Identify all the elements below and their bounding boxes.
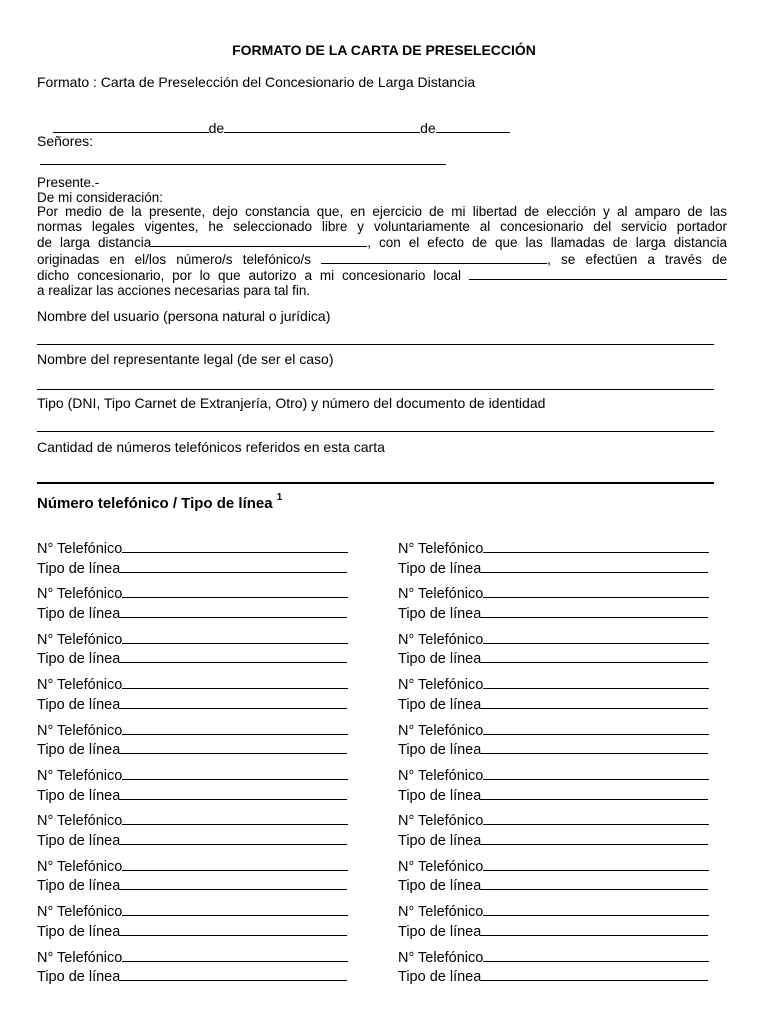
- phone-number-entry-blank[interactable]: [122, 720, 348, 735]
- representante-blank[interactable]: [37, 389, 714, 390]
- phone-number-entry-blank[interactable]: [483, 765, 709, 780]
- line-type-entry-blank[interactable]: [120, 875, 347, 890]
- phone-number-entry-label: N° Telefónico: [37, 949, 123, 966]
- line-type-entry-blank[interactable]: [481, 558, 708, 573]
- line-type-entry: [37, 966, 347, 985]
- phone-number-entry-label: N° Telefónico: [398, 813, 484, 830]
- cantidad-label: Cantidad de números telefónicos referidos en esta carta: [37, 439, 385, 455]
- phone-number-entry-label: N° Telefónico: [37, 677, 123, 694]
- phone-number-entry: [398, 901, 709, 920]
- line-type-entry-label: Tipo de línea: [398, 742, 482, 759]
- phone-number-entry: [37, 583, 348, 602]
- phone-number-entry-label: N° Telefónico: [398, 677, 484, 694]
- line-type-entry-label: Tipo de línea: [37, 742, 121, 759]
- line-type-entry-blank[interactable]: [481, 830, 708, 845]
- line-type-entry-blank[interactable]: [481, 785, 708, 800]
- line-type-entry-blank[interactable]: [120, 694, 347, 709]
- line-type-entry: [37, 694, 347, 713]
- phone-number-entry: [37, 629, 348, 648]
- phone-number-entry: [398, 674, 709, 693]
- line-type-entry: [398, 966, 708, 985]
- body-line-4: originadas en el/los número/s telefónico/s , se efectúen a través de: [37, 251, 727, 267]
- phone-number-entry: [398, 947, 709, 966]
- phone-number-entry: [398, 583, 709, 602]
- line-type-entry-label: Tipo de línea: [398, 605, 482, 622]
- line-type-entry-label: Tipo de línea: [37, 923, 121, 940]
- phone-number-entry-label: N° Telefónico: [398, 586, 484, 603]
- phone-number-entry: [37, 856, 348, 875]
- phone-number-entry-blank[interactable]: [483, 538, 709, 553]
- line-type-entry: [37, 830, 347, 849]
- phone-number-entry-blank[interactable]: [122, 810, 348, 825]
- line-type-entry-blank[interactable]: [481, 966, 708, 981]
- line-type-entry-label: Tipo de línea: [37, 969, 121, 986]
- documento-label: Tipo (DNI, Tipo Carnet de Extranjería, Otro) y número del documento de identidad: [37, 395, 546, 411]
- phone-number-entry: [37, 765, 348, 784]
- presente-text: Presente.-: [37, 175, 100, 190]
- date-de-2: de: [420, 120, 436, 136]
- phone-number-entry: [37, 901, 348, 920]
- cantidad-blank[interactable]: [37, 482, 714, 484]
- phone-number-entry: [37, 947, 348, 966]
- line-type-entry: [37, 921, 347, 940]
- line-type-entry: [398, 875, 708, 894]
- line-type-entry-blank[interactable]: [481, 694, 708, 709]
- usuario-blank[interactable]: [37, 344, 714, 345]
- phone-number-entry-label: N° Telefónico: [37, 631, 123, 648]
- phone-number-entry-label: N° Telefónico: [37, 722, 123, 739]
- phone-number-entry-blank[interactable]: [483, 856, 709, 871]
- phone-number-entry: [37, 538, 348, 557]
- body-line-1: Por medio de la presente, dejo constancia que, en ejercicio de mi libertad de elección y al amparo de las: [37, 204, 727, 219]
- line-type-entry-label: Tipo de línea: [37, 832, 121, 849]
- line-type-entry-label: Tipo de línea: [398, 832, 482, 849]
- date-line: [37, 104, 510, 152]
- line-type-entry-blank[interactable]: [481, 648, 708, 663]
- line-type-entry: [398, 785, 708, 804]
- phone-number-entry-blank[interactable]: [122, 856, 348, 871]
- line-type-entry: [398, 694, 708, 713]
- phone-number-entry-label: N° Telefónico: [398, 722, 484, 739]
- recipient-blank[interactable]: [40, 164, 446, 165]
- line-type-entry-blank[interactable]: [481, 739, 708, 754]
- line-type-entry: [398, 830, 708, 849]
- phone-number-entry: [398, 720, 709, 739]
- document-title: FORMATO DE LA CARTA DE PRESELECCIÓN: [232, 42, 536, 58]
- phone-number-entry: [37, 810, 348, 829]
- phone-number-entry: [398, 856, 709, 875]
- usuario-label: Nombre del usuario (persona natural o jurídica): [37, 308, 331, 324]
- phone-number-entry: [37, 720, 348, 739]
- line-type-entry: [398, 739, 708, 758]
- phone-number-entry-blank[interactable]: [483, 720, 709, 735]
- phone-number-entry: [398, 538, 709, 557]
- salutation: Señores:: [37, 133, 94, 149]
- phone-number-entry-label: N° Telefónico: [398, 949, 484, 966]
- line-type-entry-label: Tipo de línea: [398, 923, 482, 940]
- phone-number-entry-label: N° Telefónico: [398, 904, 484, 921]
- phone-number-entry-label: N° Telefónico: [37, 858, 123, 875]
- line-type-entry-blank[interactable]: [120, 966, 347, 981]
- phone-number-entry-blank[interactable]: [122, 583, 348, 598]
- phone-number-entry-blank[interactable]: [122, 629, 348, 644]
- representante-label: Nombre del representante legal (de ser el caso): [37, 351, 334, 367]
- phone-number-entry-label: N° Telefónico: [37, 586, 123, 603]
- phone-number-entry-label: N° Telefónico: [37, 904, 123, 921]
- numbers-blank[interactable]: [321, 251, 547, 264]
- line-type-entry-label: Tipo de línea: [398, 651, 482, 668]
- phone-number-entry-label: N° Telefónico: [37, 768, 123, 784]
- phone-number-entry-blank[interactable]: [122, 765, 348, 780]
- line-type-entry-label: Tipo de línea: [398, 787, 482, 804]
- line-type-entry-blank[interactable]: [120, 558, 347, 573]
- phone-number-entry-label: N° Telefónico: [398, 768, 484, 784]
- line-type-entry-label: Tipo de línea: [37, 651, 121, 668]
- date-de-1: de: [208, 120, 225, 136]
- body-line-2: normas legales vigentes, he seleccionado libre y voluntariamente al concesionario del servicio portador: [37, 218, 727, 234]
- line-type-entry-blank[interactable]: [120, 648, 347, 663]
- line-type-entry-label: Tipo de línea: [398, 560, 482, 577]
- body-line-3: de larga distancia , con el efecto de que las llamadas de larga distancia: [37, 235, 727, 250]
- line-type-entry-label: Tipo de línea: [398, 969, 482, 986]
- consideracion-text: De mi consideración:: [37, 189, 164, 205]
- phone-number-entry-label: N° Telefónico: [37, 813, 123, 830]
- line-type-entry-label: Tipo de línea: [398, 696, 482, 713]
- line-type-entry-blank[interactable]: [481, 603, 708, 618]
- line-type-entry-blank[interactable]: [120, 739, 347, 754]
- phone-number-entry-label: N° Telefónico: [398, 541, 484, 557]
- line-type-entry-blank[interactable]: [481, 875, 708, 890]
- phone-number-entry-blank[interactable]: [122, 674, 348, 689]
- line-type-entry-label: Tipo de línea: [37, 560, 121, 577]
- phone-number-entry-label: N° Telefónico: [398, 858, 484, 875]
- line-type-entry-label: Tipo de línea: [37, 787, 121, 804]
- body-line-6: a realizar las acciones necesarias para tal fin.: [37, 282, 311, 298]
- phone-number-entry: [398, 810, 709, 829]
- phone-number-entry-blank[interactable]: [122, 947, 348, 962]
- section-heading: Número telefónico / Tipo de línea $^1$: [37, 492, 283, 512]
- date-day-blank[interactable]: [53, 120, 209, 133]
- phone-number-entry-blank[interactable]: [483, 947, 709, 962]
- date-year-blank[interactable]: [436, 120, 510, 133]
- phone-number-entry-label: N° Telefónico: [37, 541, 123, 557]
- line-type-entry-blank[interactable]: [481, 921, 708, 936]
- line-type-entry: [398, 921, 708, 940]
- line-type-entry: [37, 648, 347, 667]
- carrier-blank[interactable]: [151, 234, 367, 247]
- date-month-blank[interactable]: [224, 120, 420, 133]
- line-type-entry-label: Tipo de línea: [37, 696, 121, 713]
- line-type-entry: [37, 785, 347, 804]
- body-line-5: dicho concesionario, por lo que autorizo a mi concesionario local: [37, 267, 727, 284]
- phone-number-entry-blank[interactable]: [122, 901, 348, 916]
- line-type-entry: [37, 603, 347, 622]
- line-type-entry-blank[interactable]: [120, 785, 347, 800]
- phone-number-entry: [398, 765, 709, 784]
- line-type-entry: [398, 648, 708, 667]
- letter-body: [37, 176, 727, 298]
- line-type-entry: [37, 558, 347, 577]
- phone-number-entry-blank[interactable]: [483, 901, 709, 916]
- phone-number-entry-blank[interactable]: [483, 674, 709, 689]
- local-carrier-blank[interactable]: [469, 267, 727, 280]
- phone-number-entry: [398, 629, 709, 648]
- line-type-entry: [37, 875, 347, 894]
- phone-number-entry-blank[interactable]: [483, 810, 709, 825]
- line-type-entry-label: Tipo de línea: [398, 878, 482, 895]
- line-type-entry-label: Tipo de línea: [37, 878, 121, 895]
- line-type-entry-blank[interactable]: [120, 921, 347, 936]
- line-type-entry-blank[interactable]: [120, 603, 347, 618]
- line-type-entry-label: Tipo de línea: [37, 605, 121, 622]
- line-type-entry-blank[interactable]: [120, 830, 347, 845]
- line-type-entry: [398, 558, 708, 577]
- phone-number-entry: [37, 674, 348, 693]
- format-line: Formato : Carta de Preselección del Concesionario de Larga Distancia: [37, 74, 476, 90]
- phone-number-entry-label: N° Telefónico: [398, 631, 484, 648]
- line-type-entry: [37, 739, 347, 758]
- line-type-entry: [398, 603, 708, 622]
- documento-blank[interactable]: [37, 431, 714, 432]
- footnote-marker: 1: [276, 492, 283, 503]
- phone-number-entry-blank[interactable]: [483, 629, 709, 644]
- phone-number-entry-blank[interactable]: [483, 583, 709, 598]
- phone-number-entry-blank[interactable]: [122, 538, 348, 553]
